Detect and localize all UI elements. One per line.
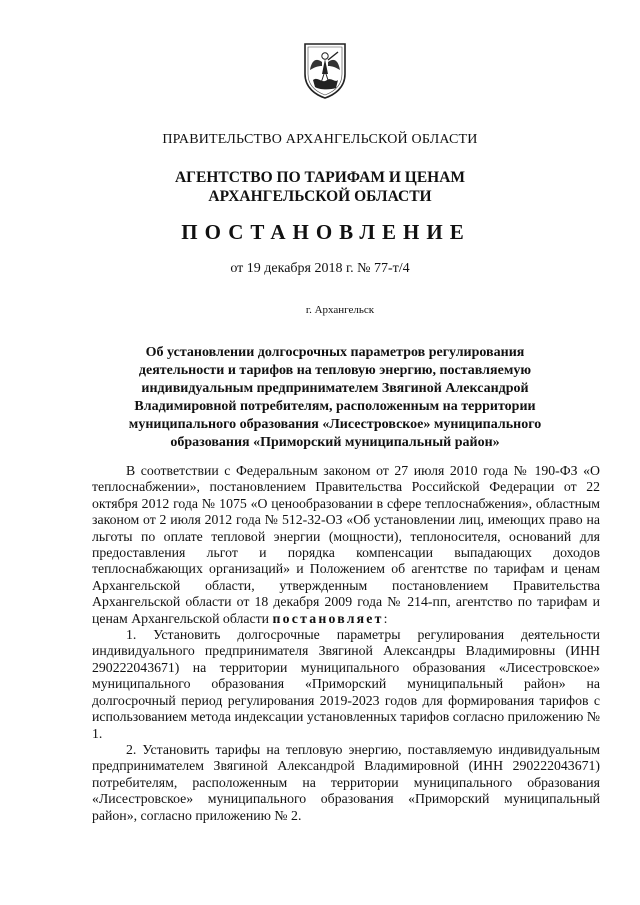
document-body [92,463,600,824]
subject-line: Владимировной потребителям, расположенным на территории [134,399,536,414]
subject-line: муниципального образования «Лисестровское» муниципального [128,417,542,432]
item-1-paragraph: 1. Установить долгосрочные параметры регулирования деятельности индивидуального предпринимателя Звягиной Александры Владимировны (ИНН 290222043671) на территории муниципального образования «Лисестровское» муниципального образования «Приморский муниципальный район» на долгосрочный период регулирования 2019-2023 годов для формирования тарифов с использованием метода индексации установленных тарифов согласно приложению № 1. [92,627,600,741]
subject-line: Об установлении долгосрочных параметров регулирования [145,345,525,360]
subject-line: деятельности и тарифов на тепловую энергию, поставляемую [138,363,532,378]
subject-line: индивидуальным предпринимателем Звягиной Александрой [141,381,529,396]
preamble-text: В соответствии с Федеральным законом от 27 июля 2010 года № 190-ФЗ «О теплоснабжении», постановлением Правительства Российской Федерации от 22 октября 2012 года № 1075 «О ценообразовании в сфере теплоснабжения», областным законом от 2 июля 2012 года № 512-32-ОЗ «Об установлении лиц, имеющих право на льготы по оплате тепловой энергии (мощности), теплоносителя, оснований для предоставления льгот и порядка компенсации выпадающих доходов теплоснабжающих организаций» и Положением об агентстве по тарифам и ценам Архангельской области, утвержденным постановлением Правительства Архангельской области от 18 декабря 2009 года № 214-пп, агентство по тарифам и ценам Архангельской области [92,463,600,626]
document-subject [115,344,555,452]
item-2-paragraph: 2. Установить тарифы на тепловую энергию, поставляемую индивидуальным предпринимателем Звягиной Александрой Владимировной (ИНН 290222043671) потребителям, расположенным на территории муниципального образования «Лисестровское» муниципального образования «Приморский муниципальный район», согласно приложению № 2. [92,741,600,823]
document-type-title: ПОСТАНОВЛЕНИЕ [181,220,471,244]
city: г. Архангельск [305,304,375,316]
preamble-paragraph [92,463,600,627]
agency-name-line1: АГЕНТСТВО ПО ТАРИФАМ И ЦЕНАМ [174,169,466,186]
government-name: ПРАВИТЕЛЬСТВО АРХАНГЕЛЬСКОЙ ОБЛАСТИ [162,132,478,147]
subject-line: образования «Приморский муниципальный район» [170,435,500,450]
agency-name-line2: АРХАНГЕЛЬСКОЙ ОБЛАСТИ [208,188,432,205]
date-and-number: от 19 декабря 2018 г. № 77-т/4 [230,261,410,276]
resolves-colon: : [383,610,388,626]
archangel-coat-of-arms-icon [300,40,350,100]
resolves-word: постановляет [272,610,384,626]
agency-name [0,168,640,206]
